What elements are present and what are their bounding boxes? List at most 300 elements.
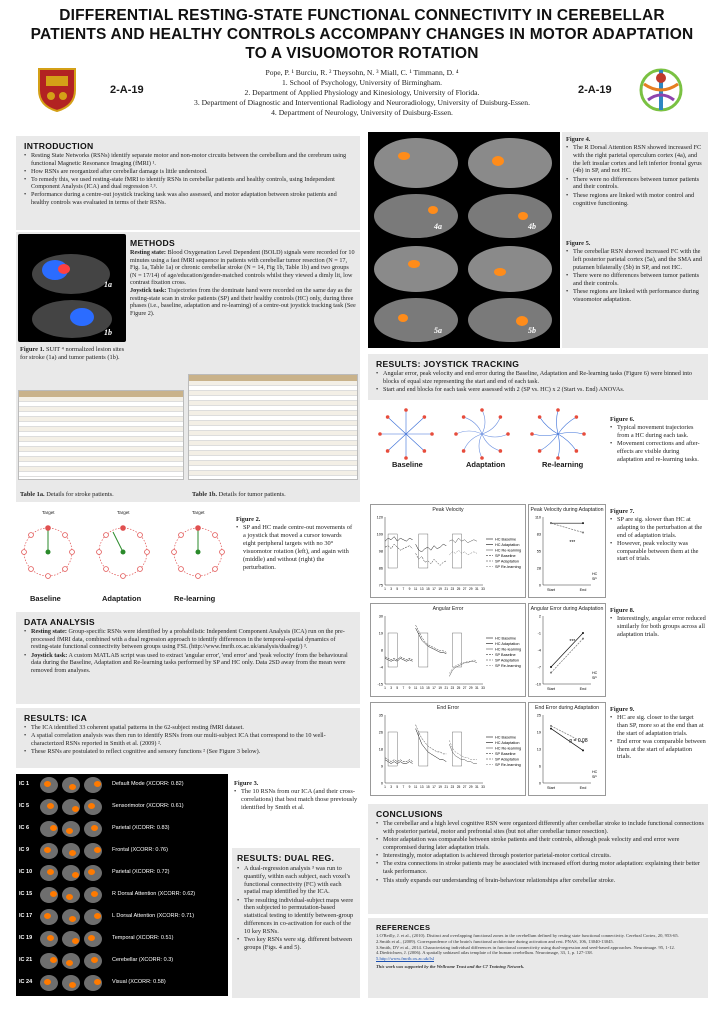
trajectory-path	[540, 434, 558, 451]
adaptation-label: Adaptation	[102, 594, 142, 603]
ica-component-row	[16, 906, 228, 928]
fig4a-label: 4a	[434, 222, 442, 231]
legend-label: HC Adaptation	[495, 542, 520, 547]
ica-component-row	[16, 818, 228, 840]
ica-brain-slice	[62, 777, 80, 793]
relearning-label: Re-learning	[174, 594, 216, 603]
results-ica-panel	[16, 708, 360, 768]
series-line	[416, 725, 447, 754]
x-tick-label: 29	[468, 785, 473, 789]
y-tick-label: 35	[378, 713, 383, 718]
y-tick-label: 19	[536, 730, 541, 735]
joystick-bullet: • Start and end blocks for each task were assessed with 2 (SP vs. HC) x 2 (Start vs. End) ANOVAs.	[376, 386, 704, 394]
data-point	[550, 666, 552, 668]
legend-label: HC	[592, 572, 598, 576]
introduction-panel	[16, 136, 360, 230]
x-tick-label: 31	[475, 686, 479, 690]
joystick-results-panel	[368, 354, 708, 400]
trajectory-target	[575, 449, 579, 453]
reference-link[interactable]: 5.http://www.fmrib.ox.ac.uk/fsl	[376, 956, 435, 962]
legend-label: SP Re-learning	[495, 663, 521, 668]
traj-baseline-label: Baseline	[392, 460, 423, 469]
y-tick-label: 110	[534, 515, 541, 520]
trajectory-target	[538, 449, 542, 453]
x-tick-label: 15	[426, 686, 430, 690]
y-tick-label: 18	[378, 747, 383, 752]
x-tick-label: 17	[432, 785, 436, 789]
analysis-block-box	[388, 633, 397, 667]
series-line	[416, 625, 447, 652]
analysis-bullet: • Resting state: Group-specific RSNs were identified by a probabilistic Independent Component Analysis (ICA) run on the pre-processed fMRI data, combined with a dual regression approach to identify differences in the temporal-spatial dynamics of resting-state functional connectivity between groups using FSL (http://www.fmrib.ox.ac.uk/analysis/dualreg/) ³.	[24, 628, 354, 651]
funding-note: This work was supported by the Wellcome Trust and the C7 Training Network.	[376, 963, 525, 969]
ica-component-label: Frontal (XCORR: 0.76)	[112, 847, 168, 853]
ica-brain-slice	[40, 865, 58, 881]
ica-component-id: IC 10	[19, 869, 33, 875]
chart-axis	[385, 616, 483, 684]
legend-label: SP	[592, 676, 597, 680]
references-panel	[368, 918, 708, 998]
analysis-bullet: • Joystick task: A custom MATLAB script was used to extract 'angular error', 'end error' and 'peak velocity' from the behavioural data during the Baseline, Adaptation and Re-learning tasks performed by SP and HC only. Data 2SD away from the mean were removed from analyses.	[24, 652, 354, 675]
trajectory-target	[423, 449, 427, 453]
x-tick-label: 1	[384, 785, 386, 789]
ica-component-row	[16, 972, 228, 994]
ica-component-label: Sensorimotor (XCORR: 0.61)	[112, 803, 184, 809]
trajectory-target	[575, 415, 579, 419]
affiliation-4: 4. Department of Neurology, University of Duisburg-Essen.	[271, 108, 453, 117]
ica-brain-slice	[40, 777, 58, 793]
ica-bullet: • The ICA identified 33 coherent spatial patterns in the 62-subject resting fMRI dataset.	[24, 724, 354, 732]
references-heading: REFERENCES	[376, 923, 431, 932]
ica-brain-slice	[62, 953, 80, 969]
legend-label: HC Adaptation	[495, 740, 520, 745]
intro-bullet: • How RSNs are reorganized after cerebellar damage is little understood.	[24, 168, 354, 176]
x-tick-label: 19	[438, 587, 442, 591]
ica-brain-slice	[40, 975, 58, 991]
traj-relearning-label: Re-learning	[542, 460, 584, 469]
legend-label: SP Baseline	[495, 751, 516, 756]
ica-brain-slice	[62, 821, 80, 837]
trajectory-target	[462, 449, 466, 453]
fig4b-label: 4b	[528, 222, 536, 231]
figure-2-panel	[16, 508, 360, 608]
y-tick-label: 86	[378, 566, 383, 571]
series-line	[551, 639, 583, 673]
series-line	[416, 628, 447, 654]
trajectory-target	[430, 432, 434, 436]
ica-bullet: • These RSNs are postulated to reflect cognitive and sensory functions ² (See Figure 3 below).	[24, 748, 354, 756]
ica-brain-slice	[84, 865, 102, 881]
ica-component-row	[16, 884, 228, 906]
joystick-task-diagram	[18, 512, 228, 592]
x-tick-label: 25	[456, 785, 461, 789]
significance-annotation: ***	[569, 540, 576, 547]
series-line	[449, 660, 477, 674]
end-error-plot: End Error 0 9 18 26 35 HC Baseline HC Adaptation HC Re-learning SP Baseline SP Adaptation SP Re-learning 1 3 5 7 9 11 13 15 17 19 21 23 25 27 29 31 33	[370, 702, 526, 796]
results-ica-heading: RESULTS: ICA	[24, 713, 88, 723]
legend-label: HC	[592, 671, 598, 675]
trajectory-target	[530, 432, 534, 436]
x-tick-label: 11	[413, 785, 418, 789]
y-tick-label: 9	[380, 764, 383, 769]
data-point	[550, 522, 552, 524]
target-label: Target	[117, 510, 130, 515]
series-line	[416, 729, 447, 762]
x-tick-label: 7	[402, 785, 405, 789]
angular-error-plot: Angular Error -15 -4 8 19 30 HC Baseline HC Adaptation HC Re-learning SP Baseline SP Adaptation SP Re-learning 1 3 5 7 9 11 13 15 17 19 21 23 25 27 29 31 33	[370, 603, 526, 697]
dual-regression-brain-images	[368, 132, 560, 348]
legend-label: HC Baseline	[495, 735, 517, 740]
trajectory-path	[482, 410, 485, 434]
ica-component-row	[16, 774, 228, 796]
ica-components-image	[16, 774, 228, 996]
methods-heading: METHODS	[130, 238, 176, 248]
poster-code-left: 2-A-19	[110, 84, 144, 96]
university-crest-logo	[36, 66, 78, 112]
series-line	[449, 744, 477, 764]
y-tick-label: 26	[378, 730, 383, 735]
trajectory-path	[482, 434, 508, 437]
figure-1-caption: Figure 1. SUIT ⁴ normalized lesion sites for stroke (1a) and tumor patients (1b).	[20, 346, 125, 361]
y-tick-label: -1	[537, 631, 541, 636]
legend-label: SP Re-learning	[495, 762, 521, 767]
x-tick-label: 23	[450, 686, 455, 690]
series-line	[449, 661, 477, 676]
series-line	[385, 537, 413, 542]
legend-label: SP Baseline	[495, 553, 516, 558]
lesion-site-image	[18, 234, 126, 342]
ica-component-row	[16, 950, 228, 972]
ica-brain-slice	[40, 931, 58, 947]
x-tick-label: 13	[419, 587, 424, 591]
intro-bullet: • To remedy this, we used resting-state fMRI to identify RSNs in cerebellar patients and healthy controls, using Independent Component Analysis (ICA) and dual regression ².³.	[24, 176, 354, 191]
series-line	[449, 538, 477, 543]
dual-reg-bullet: • Two key RSNs were sig. different between groups (Figs. 4 and 5).	[237, 936, 357, 952]
ica-brain-slice	[62, 843, 80, 859]
series-line	[449, 550, 477, 555]
ica-brain-slice	[84, 931, 102, 947]
figure-4-5-caption-panel	[562, 132, 708, 348]
ica-brain-slice	[40, 799, 58, 815]
conclusions-heading: CONCLUSIONS	[376, 809, 443, 819]
x-tick-label: End	[579, 687, 587, 691]
data-point	[550, 672, 552, 674]
data-analysis-heading: DATA ANALYSIS	[24, 617, 95, 627]
ica-component-row	[16, 862, 228, 884]
trajectory-path	[388, 434, 406, 451]
dual-regression-heading: RESULTS: DUAL REG.	[237, 853, 335, 863]
trajectory-target	[423, 415, 427, 419]
legend-label: HC Baseline	[495, 636, 517, 641]
data-point	[550, 728, 552, 730]
x-tick-label: 17	[432, 686, 436, 690]
poster-code-right: 2-A-19	[578, 84, 612, 96]
x-tick-label: 9	[408, 686, 411, 690]
x-tick-label: End	[579, 786, 587, 790]
conclusions-panel	[368, 804, 708, 914]
y-tick-label: -7	[537, 665, 541, 670]
ica-component-label: Visual (XCORR: 0.58)	[112, 979, 166, 985]
x-tick-label: 23	[450, 587, 455, 591]
x-tick-label: Start	[546, 588, 556, 592]
series-line	[416, 544, 447, 552]
table-1b	[188, 374, 358, 480]
ica-component-row	[16, 840, 228, 862]
intro-bullet: • Resting State Networks (RSNs) identify separate motor and non-motor circuits between the cerebellum and the cerebrum using functional Magnetic Resonance Imaging (fMRI) ¹.	[24, 152, 354, 167]
ica-component-id: IC 19	[19, 935, 33, 941]
x-tick-label: 33	[481, 785, 485, 789]
trajectory-path	[558, 433, 584, 435]
ica-component-label: Parietal (XCORR: 0.83)	[112, 825, 170, 831]
y-tick-label: 28	[536, 566, 541, 571]
conclusion-bullet: • Interestingly, motor adaptation is achieved through posterior parietal-motor cortical circuits.	[376, 852, 704, 860]
ica-brain-slice	[62, 865, 80, 881]
x-tick-label: 17	[432, 587, 436, 591]
ica-component-id: IC 6	[19, 825, 30, 831]
dual-reg-bullet: • A dual-regression analysis ³ was run to quantify, within each subject, each voxel's functional connectivity (FC) with each spatial map identified by the ICA.	[237, 865, 357, 896]
x-tick-label: 3	[390, 785, 393, 789]
dual-reg-bullet: • The resulting individual-subject maps were then subjected to permutation-based statistical testing to identify between-group differences in co-activation for each of the 10 key RSNs.	[237, 897, 357, 936]
chart-axis	[543, 715, 591, 783]
ica-component-id: IC 24	[19, 979, 33, 985]
ica-component-label: Default Mode (XCORR: 0.82)	[112, 781, 184, 787]
trajectory-target	[386, 449, 390, 453]
y-tick-label: 83	[536, 532, 541, 537]
dual-regression-panel	[232, 848, 360, 998]
methods-text: Resting state: Blood Oxygenation Level Dependent (BOLD) signals were recorded for 10 minutes using a fast fMRI sequence in patients with cerebellar tumor resection (N = 17, Fig. 1a, Table 1a) or chronic cerebellar stroke (N = 14, Fig 1b, Table 1b) and two groups (N = 17/14) of age/education/gender-matched controls whilst they viewed a dimly lit, low contrast fixation cross. Joystick task: Trajectories from the dominate hand were recorded on the same day as the resting-state scan in stroke patients (SP) and their healthy controls (HC) only, during three phases (i.e., baseline, adaptation and re-learning) of a centre-out joystick tracking task (See Figure 2).	[130, 249, 356, 317]
ica-component-row	[16, 796, 228, 818]
x-tick-label: 9	[408, 785, 411, 789]
legend-label: HC	[592, 770, 598, 774]
data-point	[582, 638, 584, 640]
affiliation-3: 3. Department of Diagnostic and Interventional Radiology and Neuroradiology, University of Duisburg-Essen.	[194, 98, 530, 107]
ica-component-label: L Dorsal Attention (XCORR: 0.71)	[112, 913, 195, 919]
methods-panel	[16, 232, 360, 502]
trajectory-path	[557, 410, 559, 434]
angular-error-adaptation-plot: Angular Error during Adaptation -10 -7 -4 -1 2 HC SP Start End ***	[528, 603, 606, 697]
joystick-bullet: • Angular error, peak velocity and end error during the Baseline, Adaptation and Re-learning tasks (Figure 6) were binned into blocks of equal size representing the start and end of each task.	[376, 370, 704, 385]
x-tick-label: 11	[413, 587, 418, 591]
trajectory-path	[456, 431, 482, 434]
fig5b-label: 5b	[528, 326, 536, 335]
table-1b-caption: Table 1b. Details for tumor patients.	[192, 491, 286, 498]
y-tick-label: -4	[537, 648, 541, 653]
ica-brain-slice	[62, 887, 80, 903]
x-tick-label: 13	[419, 785, 424, 789]
x-tick-label: Start	[546, 687, 556, 691]
figure-8-caption: Figure 8. • Interestingly, angular error reduced similarly for both groups across all adaptation trials.	[610, 607, 706, 639]
trajectory-target	[499, 415, 503, 419]
ica-brain-slice	[84, 909, 102, 925]
ica-brain-slice	[62, 975, 80, 991]
x-tick-label: 13	[419, 686, 424, 690]
data-analysis-panel	[16, 612, 360, 704]
ica-brain-slice	[40, 843, 58, 859]
ica-component-id: IC 21	[19, 957, 33, 963]
ica-brain-slice	[62, 931, 80, 947]
trajectory-path	[558, 434, 560, 458]
x-tick-label: 21	[444, 785, 449, 789]
trajectory-path	[540, 417, 558, 434]
figure-9-caption: Figure 9. • HC are sig. closer to the target than SP, more so at the end than at the start of adaptation trials. • End error was comparable between them at the start of adaptation trials.	[610, 706, 706, 762]
x-tick-label: 9	[408, 587, 411, 591]
y-tick-label: 55	[536, 549, 541, 554]
x-tick-label: 31	[475, 587, 479, 591]
trajectory-path	[406, 417, 424, 434]
series-line	[449, 740, 477, 759]
ica-brain-slice	[40, 887, 58, 903]
poster-title: DIFFERENTIAL RESTING-STATE FUNCTIONAL CONNECTIVITY IN CEREBELLAR PATIENTS AND HEALTHY CONTROLS ACCOMPANY CHANGES IN MOTOR ADAPTATION TO A VISUOMOTOR ROTATION	[30, 7, 694, 62]
ica-component-id: IC 17	[19, 913, 33, 919]
figure-5-caption: Figure 5. • The cerebellar RSN showed increased FC with the left posterior parietal cortex (5a), and the SMA and putamen bilaterally (5b) in SP, and not HC. • There were no differences between tumor patients and their controls. • These regions are linked with performance during visuomotor adaptation.	[566, 240, 706, 304]
legend-label: HC Re-learning	[495, 647, 522, 652]
chart-axis	[385, 715, 483, 783]
ica-brain-slice	[84, 953, 102, 969]
trajectory-target	[582, 432, 586, 436]
reference-item: 1.O'Reilly, J. et al., (2010). Distinct and overlapping functional zones in the cerebellum defined by resting state functional connectivity. Cerebral Cortex, 20, 953-65.	[376, 933, 679, 938]
ica-component-id: IC 9	[19, 847, 30, 853]
y-tick-label: -10	[535, 682, 541, 687]
x-tick-label: 1	[384, 686, 386, 690]
figure-7-caption: Figure 7. • SP are sig. slower than HC at adapting to the perturbation at the end of adaptation trials. • However, peak velocity was comparable between them at the start of trials.	[610, 508, 706, 564]
y-tick-label: 6	[538, 764, 541, 769]
x-tick-label: 11	[413, 686, 418, 690]
conclusion-bullet: • Motor adaptation was comparable between stroke patients and their controls, although peak velocity and end error were compromised during later adaptation trials.	[376, 836, 704, 852]
legend-label: HC Re-learning	[495, 548, 522, 553]
target-label: Target	[192, 510, 205, 515]
table-1a	[18, 390, 184, 480]
x-tick-label: 15	[426, 587, 430, 591]
y-tick-label: 0	[538, 781, 541, 786]
baseline-label: Baseline	[30, 594, 61, 603]
ica-component-row	[16, 928, 228, 950]
legend-label: SP	[592, 577, 597, 581]
trajectory-target	[462, 415, 466, 419]
trajectory-target	[556, 408, 560, 412]
chart-axis	[385, 517, 483, 585]
ica-brain-slice	[40, 909, 58, 925]
x-tick-label: 21	[444, 686, 449, 690]
y-tick-label: 13	[536, 747, 541, 752]
y-tick-label: 75	[378, 583, 383, 588]
x-tick-label: 25	[456, 587, 461, 591]
x-tick-label: 27	[462, 686, 467, 690]
conclusion-bullet: • The cerebellar and a high level cognitive RSN were organized differently after cerebellar stroke to include functional connections with posterior parietal, motor and prefrontal sites (but not after cerebellar tumor resection).	[376, 820, 704, 836]
legend-label: HC Baseline	[495, 537, 517, 542]
trajectory-target	[404, 408, 408, 412]
y-tick-label: -4	[379, 665, 383, 670]
trajectory-path	[532, 434, 558, 436]
trajectory-target	[506, 432, 510, 436]
ica-component-id: IC 15	[19, 891, 33, 897]
analysis-block-box	[419, 732, 428, 766]
series-line	[551, 633, 583, 667]
data-point	[582, 531, 584, 533]
end-error-adaptation-plot: End Error during Adaptation 0 6 13 19 25 HC SP Start End p = 0.08	[528, 702, 606, 796]
data-point	[582, 749, 584, 751]
reference-item: 4.Diedrichsen, J. (2006). A spatially unbiased atlas template of the human cerebellum. Neuroimage, 33, 1, p. 127-138.	[376, 950, 593, 956]
x-tick-label: 21	[444, 587, 449, 591]
ica-component-label: R Dorsal Attention (XCORR: 0.62)	[112, 891, 196, 897]
ica-component-id: IC 5	[19, 803, 30, 809]
x-tick-label: 25	[456, 686, 461, 690]
ica-component-label: Parietal (XCORR: 0.72)	[112, 869, 170, 875]
analysis-block-box	[452, 534, 461, 568]
chart-axis	[543, 517, 591, 585]
ica-brain-slice	[84, 821, 102, 837]
legend-label: SP Adaptation	[495, 658, 519, 663]
joystick-heading: RESULTS: JOYSTICK TRACKING	[376, 359, 520, 369]
x-tick-label: 29	[468, 587, 473, 591]
analysis-block-box	[452, 732, 461, 766]
affiliation-1: 1. School of Psychology, University of Birmingham.	[281, 78, 443, 87]
x-tick-label: 19	[438, 686, 442, 690]
y-tick-label: 19	[378, 631, 383, 636]
ica-component-id: IC 1	[19, 781, 30, 787]
trajectory-path	[388, 417, 406, 434]
trajectory-target	[499, 449, 503, 453]
reference-item: 2.Smith et al., (2009). Correspondence of the brain's functional architecture during activation and rest. PNAS, 106, 13040-13045.	[376, 938, 614, 944]
analysis-block-box	[419, 633, 428, 667]
x-tick-label: 5	[396, 587, 399, 591]
ica-brain-slice	[84, 975, 102, 991]
x-tick-label: 3	[390, 587, 393, 591]
legend-label: SP Adaptation	[495, 559, 519, 564]
legend-label: SP Baseline	[495, 652, 516, 657]
analysis-block-box	[452, 633, 461, 667]
introduction-heading: INTRODUCTION	[24, 141, 94, 151]
x-tick-label: 3	[390, 686, 393, 690]
trajectory-path	[406, 434, 424, 451]
figure-4-caption: Figure 4. • The R Dorsal Attention RSN showed increased FC with the right parietal operculum cortex (4a), and the left insular cortex and left inferior frontal gyrus (4b) in SP, and not HC. • There were no differences between tumor patients and their controls. • These regions are linked with motor control and cognitive functioning.	[566, 136, 706, 208]
significance-annotation: ***	[569, 639, 576, 646]
x-tick-label: 7	[402, 587, 405, 591]
ica-brain-slice	[62, 909, 80, 925]
legend-label: SP	[592, 775, 597, 779]
x-tick-label: 33	[481, 686, 485, 690]
author-block	[150, 68, 574, 118]
figure-2-caption: Figure 2. • SP and HC made centre-out movements of a joystick that moved a cursor towards eight peripheral targets with no 30° visuomotor rotation (left), and again with (middle) and without (right) the perturbation.	[236, 516, 356, 573]
ica-brain-slice	[40, 821, 58, 837]
x-tick-label: 19	[438, 785, 442, 789]
x-tick-label: 27	[462, 587, 467, 591]
legend-label: SP Adaptation	[495, 757, 519, 762]
x-tick-label: 27	[462, 785, 467, 789]
x-tick-label: End	[579, 588, 587, 592]
trajectory-target	[386, 415, 390, 419]
authors: Pope, P. ¹ Burciu, R. ² Theysohn, N. ³ Miall, C. ¹ Timmann, D. ⁴	[265, 68, 459, 77]
legend-label: HC Adaptation	[495, 641, 520, 646]
trajectory-target	[454, 432, 458, 436]
fig1b-label: 1b	[104, 328, 112, 337]
intro-bullet: • Performance during a centre-out joystick tracking task was also assessed, and motor adaptation between stroke patients and healthy controls was evaluated in terms of their RSNs.	[24, 191, 354, 206]
x-tick-label: 5	[396, 686, 399, 690]
significance-annotation: p = 0.08	[569, 738, 588, 745]
trajectory-path	[558, 417, 576, 434]
peak-velocity-adaptation-plot: Peak Velocity during Adaptation 0 28 55 83 110 HC SP Start End ***	[528, 504, 606, 598]
y-tick-label: 109	[376, 532, 383, 537]
trajectory-path	[479, 434, 482, 458]
ica-brain-slice	[84, 843, 102, 859]
y-tick-label: 2	[538, 614, 541, 619]
fig5a-label: 5a	[434, 326, 442, 335]
data-point	[582, 522, 584, 524]
series-line	[385, 657, 413, 660]
ica-brain-slice	[84, 887, 102, 903]
figure-3-caption: Figure 3. • The 10 RSNs from our ICA (and their cross-correlations) that best match those previously identified by Smith et al.	[234, 780, 358, 813]
trajectory-path	[558, 434, 576, 451]
table-1a-caption: Table 1a. Details for stroke patients.	[20, 491, 114, 498]
y-tick-label: 8	[380, 648, 383, 653]
